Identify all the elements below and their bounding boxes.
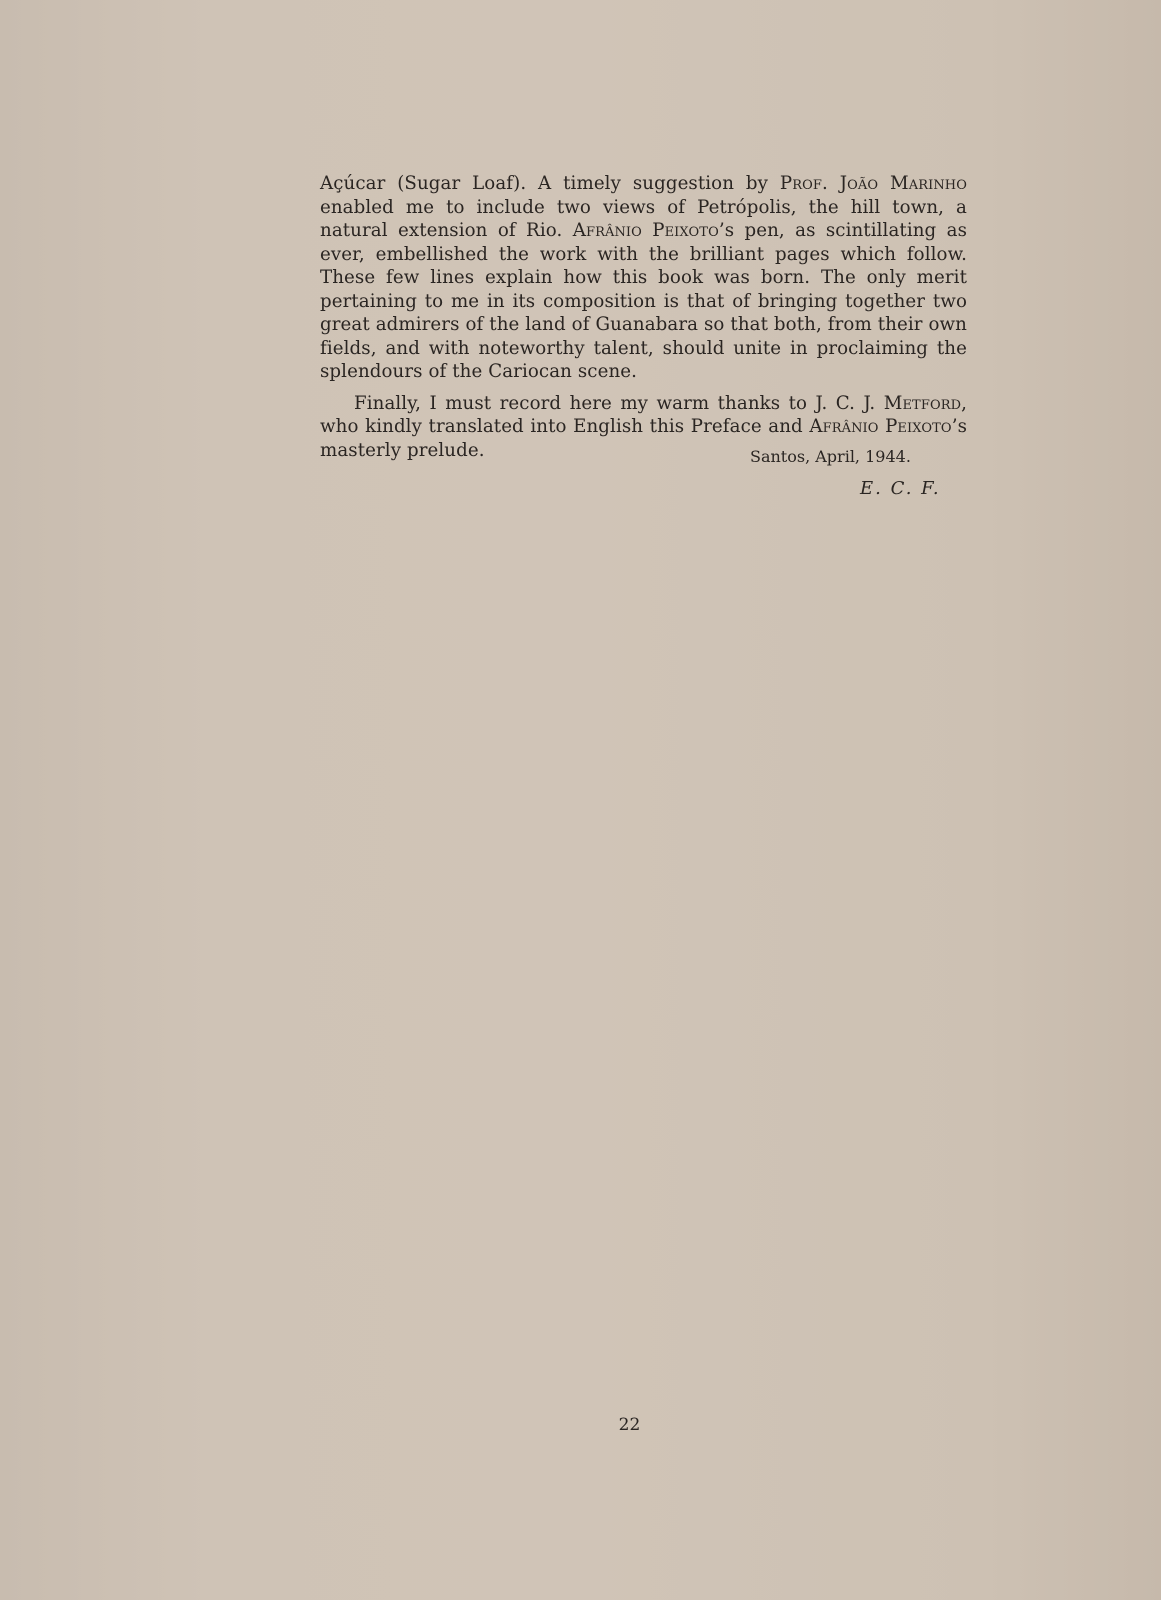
text-run: ’s masterly prelude. [320,416,968,461]
place-date: Santos, April, 1944. [750,447,911,466]
text-run: Finally, I must record here my warm thanks to J. C. J. [354,392,884,414]
small-caps-name: Prof. João Marinho [779,173,967,194]
page-number: 22 [618,1415,641,1435]
text-run: , who kindly translated into English this Preface and [320,392,967,437]
small-caps-name: Afrânio Peixoto [572,220,719,241]
author-initials: E. C. F. [860,478,941,499]
small-caps-name: Afrânio Peixoto [809,416,952,437]
preface-text [320,172,967,462]
text-run: ’s pen, as scintillating as ever, embellished the work with the brilliant pages which follow. These few lines explain how this book was born. The only merit pertaining to me in its composition is that of bringing together two great admirers of the land of Guanabara so that both, from their own fields, and with noteworthy talent, should unite in proclaiming the splendours of the Cariocan scene. [320,220,968,382]
small-caps-name: Metford [883,392,962,414]
text-run: Açúcar (Sugar Loaf). A timely suggestion by [320,173,780,194]
text-run: enabled me to include two views of Petrópolis, the hill town, a natural extension of Rio. [320,196,967,241]
paragraph-continued [320,172,967,384]
